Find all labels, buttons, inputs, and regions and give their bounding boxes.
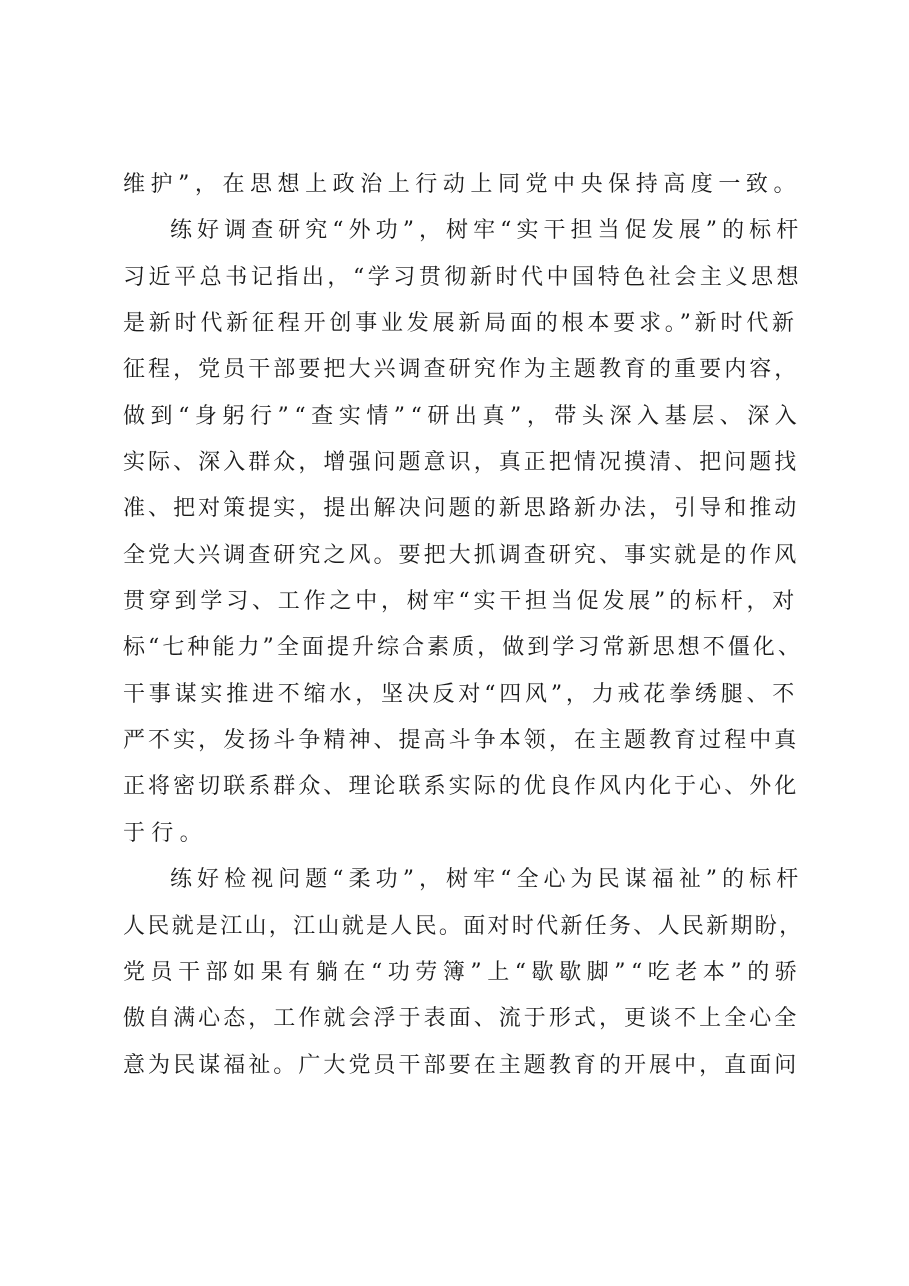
section-heading-investigation: 练好调查研究“外功”，树牢“实干担当促发展”的标杆 [170,218,804,244]
text-line-10: 贯穿到学习、工作之中，树牢“实干担当促发展”的标杆，对 [123,589,799,615]
text-line-3: 习近平总书记指出，“学习贯彻新时代中国特色社会主义思想 [123,264,803,290]
text-line-20: 意为民谋福祉。广大党员干部要在主题教育的开展中，直面问 [123,1052,800,1078]
text-line-5: 征程，党员干部要把大兴调查研究作为主题教育的重要内容， [123,357,800,383]
body-text [123,162,803,1089]
text-line-14: 正将密切联系群众、理论联系实际的优良作风内化于心、外化 [123,774,800,800]
text-line-17: 人民就是江山，江山就是人民。面对时代新任务、人民新期盼， [123,913,804,939]
text-line-13: 严不实，发扬斗争精神、提高斗争本领，在主题教育过程中真 [123,728,800,754]
text-line-19: 傲自满心态，工作就会浮于表面、流于形式，更谈不上全心全 [123,1006,800,1032]
text-line-9: 全党大兴调查研究之风。要把大抓调查研究、事实就是的作风 [123,542,800,568]
text-line-1: 维护”，在思想上政治上行动上同党中央保持高度一致。 [123,172,801,197]
text-line-11: 标“七种能力”全面提升综合素质，做到学习常新思想不僵化、 [123,635,803,661]
text-line-4: 是新时代新征程开创事业发展新局面的根本要求。”新时代新 [123,311,798,337]
text-line-15: 于行。 [123,820,208,846]
text-line-12: 干事谋实推进不缩水，坚决反对“四风”，力戒花拳绣腿、不 [123,681,799,707]
text-line-18: 党员干部如果有躺在“功劳簿”上“歇歇脚”“吃老本”的骄 [123,959,803,985]
text-line-7: 实际、深入群众，增强问题意识，真正把情况摸清、把问题找 [123,450,800,476]
text-line-6: 做到“身躬行”“查实情”“研出真”，带头深入基层、深入 [123,403,803,429]
section-heading-problems: 练好检视问题“柔功”，树牢“全心为民谋福祉”的标杆 [170,867,804,893]
text-line-8: 准、把对策提实，提出解决问题的新思路新办法，引导和推动 [123,496,800,522]
